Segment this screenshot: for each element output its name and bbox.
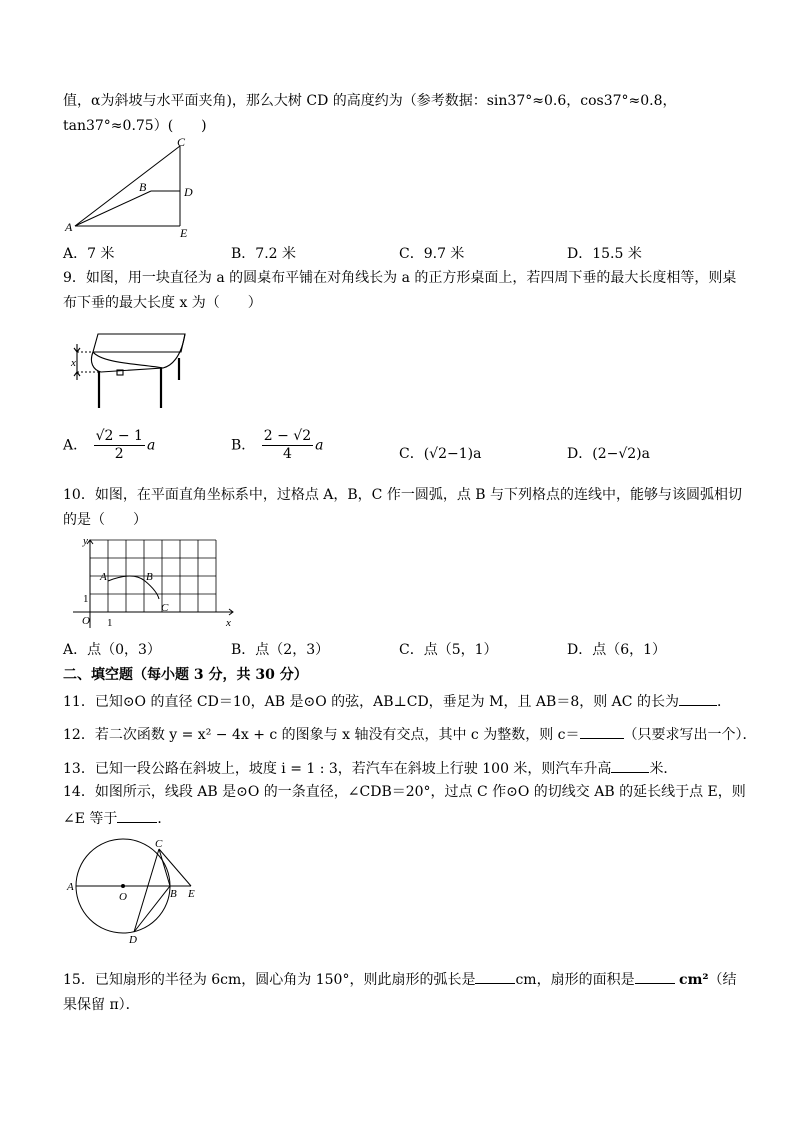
q10-label-y: y (83, 536, 88, 547)
q9-option-b-num: 2 − √2 (263, 428, 312, 444)
q15-text-line2: 果保留 π）． (63, 997, 140, 1013)
q14-end: ． (157, 811, 172, 827)
q9-option-a-den: 2 (114, 446, 124, 462)
q14-label-d: D (129, 934, 137, 946)
q15-part2: cm，扇形的面积是 (515, 972, 635, 988)
section-heading: 二、填空题（每小题 3 分，共 30 分） (63, 667, 308, 683)
q9-option-a-var: a (146, 437, 156, 454)
q12-answer-blank[interactable] (580, 724, 624, 739)
q10-label-b: B (146, 571, 153, 583)
q15-arc-blank[interactable] (475, 969, 515, 984)
q11-answer-blank[interactable] (679, 691, 717, 706)
q10-grid (90, 540, 216, 612)
q8-option-a: A．7 米 (63, 246, 115, 262)
q15-area-blank[interactable] (635, 969, 675, 984)
q9-option-a-num: √2 − 1 (95, 428, 143, 444)
q9-option-b (231, 428, 323, 463)
q9-option-b-fraction (262, 428, 313, 463)
q9-option-a (63, 428, 155, 463)
q15-part1: 15．已知扇形的半径为 6cm，圆心角为 150°，则此扇形的弧长是 (63, 972, 476, 988)
q14-label-c: C (155, 838, 163, 850)
q8-text-line2: tan37°≈0.75）( ) (63, 118, 207, 134)
q9-option-b-den: 4 (282, 446, 292, 462)
q9-option-c (399, 445, 481, 463)
q8-figure (63, 136, 213, 240)
q8-option-c: C．9.7 米 (399, 246, 465, 262)
q10-text-line1: 10．如图，在平面直角坐标系中，过格点 A，B，C 作一圆弧，点 B 与下列格点的连线中，能够与该圆弧相切 (63, 487, 743, 503)
q14-answer-blank[interactable] (117, 808, 157, 823)
q14-text-line1: 14．如图所示，线段 AB 是⊙O 的一条直径，∠CDB＝20°，过点 C 作⊙O 的切线交 AB 的延长线于点 E，则 (63, 784, 746, 800)
q9-option-a-letter: A． (63, 437, 88, 454)
q10-option-d: D．点（6，1） (567, 642, 667, 658)
q11-end: ． (716, 694, 731, 710)
q9-option-c-expr: (√2−1)a (423, 446, 482, 462)
q9-option-b-letter: B． (231, 437, 256, 454)
q13-question: 13．已知一段公路在斜坡上，坡度 i = 1 : 3，若汽车在斜坡上行驶 100 米，则汽车升高 (63, 761, 612, 777)
q15-text-line1 (63, 969, 737, 989)
q8-label-b: B (139, 180, 147, 194)
q10-option-b: B．点（2，3） (231, 642, 330, 658)
q15-part3: （结 (708, 972, 737, 988)
q9-option-d (567, 445, 650, 463)
q8-option-d: D．15.5 米 (567, 246, 642, 262)
q8-label-a: A (65, 220, 73, 234)
q8-label-e: E (180, 226, 188, 240)
q8-label-d: D (184, 185, 193, 199)
q10-figure (63, 536, 243, 632)
q11-text (63, 691, 731, 711)
q10-label-x: x (226, 617, 231, 629)
q12-text (63, 724, 757, 744)
q10-label-one-y: 1 (83, 593, 89, 605)
q8-text-line1: 值，α为斜坡与水平面夹角)，那么大树 CD 的高度约为（参考数据：sin37°≈0.6，cos37°≈0.8， (63, 93, 677, 109)
q14-label-a: A (67, 881, 74, 893)
q9-option-a-fraction (94, 428, 145, 463)
q14-center-point (121, 884, 125, 888)
q14-label-o: O (119, 891, 127, 903)
q14-question: ∠E 等于 (63, 811, 118, 827)
q10-label-one-x: 1 (107, 617, 113, 629)
q15-unit: cm² (679, 972, 709, 988)
q13-text (63, 758, 677, 778)
q12-end: （只要求写出一个）． (623, 727, 757, 743)
q8-option-b: B．7.2 米 (231, 246, 297, 262)
q9-figure (63, 322, 193, 412)
q9-text-line2: 布下垂的最大长度 x 为（ ） (63, 295, 262, 311)
q9-text-line1: 9．如图，用一块直径为 a 的圆桌布平铺在对角线长为 a 的正方形桌面上，若四周下垂的最大长度相等，则桌 (63, 270, 737, 286)
q14-label-e: E (188, 888, 195, 900)
q12-question: 12．若二次函数 y = x² − 4x + c 的图象与 x 轴没有交点，其中 c 为整数，则 c＝ (63, 727, 580, 743)
q10-label-a: A (100, 571, 107, 583)
q9-option-d-letter: D． (567, 446, 593, 462)
q9-label-x: x (71, 357, 76, 369)
q14-figure (63, 836, 213, 946)
q10-label-o: O (82, 615, 90, 627)
q10-option-a: A．点（0，3） (63, 642, 161, 658)
q9-option-c-letter: C． (399, 446, 424, 462)
q10-option-c: C．点（5，1） (399, 642, 498, 658)
q9-option-b-var: a (315, 437, 324, 454)
q9-option-d-expr: (2−√2)a (592, 446, 650, 462)
q8-label-c: C (177, 136, 186, 149)
q10-text-line2: 的是（ ） (63, 512, 147, 528)
q13-end: 米． (649, 761, 678, 777)
q14-label-b: B (170, 888, 177, 900)
q11-question: 11．已知⊙O 的直径 CD＝10，AB 是⊙O 的弦，AB⊥CD，垂足为 M，且 AB＝8，则 AC 的长为 (63, 694, 679, 710)
q10-label-c: C (161, 602, 169, 614)
q13-answer-blank[interactable] (611, 758, 649, 773)
q14-text-line2 (63, 808, 171, 828)
